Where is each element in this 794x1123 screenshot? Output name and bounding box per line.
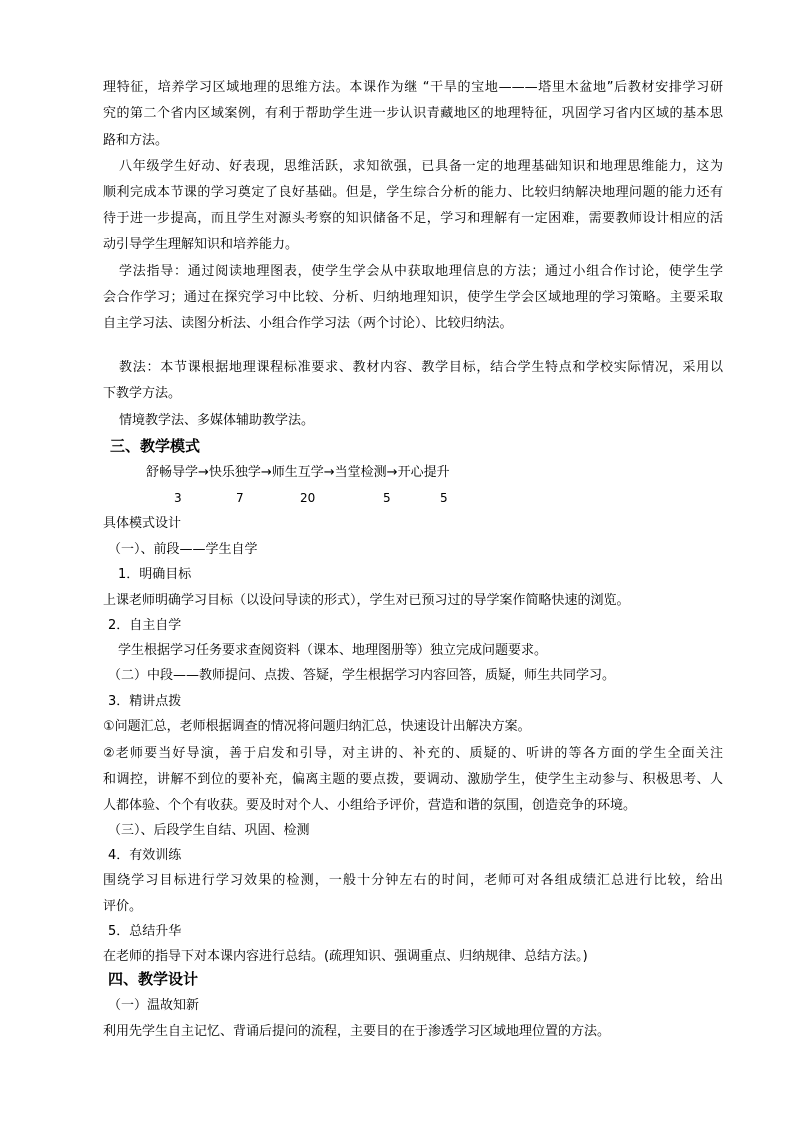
teaching-method-line-2: 下教学方法。 — [103, 386, 182, 401]
study-method-line-3: 自主学习法、读图分析法、小组合作学习法（两个讨论）、比较归纳法。 — [103, 316, 513, 331]
students-line-2: 顺利完成本节课的学习奠定了良好基础。但是，学生综合分析的能力、比较归纳解决地理问题的能力还有 — [103, 185, 723, 200]
item-5-text: 在老师的指导下对本课内容进行总结。(疏理知识、强调重点、归纳规律、总结方法。) — [103, 949, 588, 964]
intro-line-3: 路和方法。 — [103, 133, 169, 148]
section-4-heading: 四、教学设计 — [108, 970, 199, 988]
item-3-title: 3．精讲点拨 — [108, 694, 182, 709]
mode-minutes-3: 20 — [300, 491, 316, 505]
item-4-line-1: 围绕学习目标进行学习效果的检测，一般十分钟左右的时间，老师可对各组成绩汇总进行比较，给出 — [103, 873, 723, 888]
students-line-4: 动引导学生理解知识和培养能力。 — [103, 237, 299, 252]
teaching-method-line-1: 教法：本节课根据地理课程标准要求、教材内容、教学目标，结合学生特点和学校实际情况，采用以 — [119, 360, 723, 375]
item-3-point-1: ①问题汇总，老师根据调查的情况将问题归纳汇总，快速设计出解决方案。 — [103, 719, 531, 734]
item-2-title: 2．自主自学 — [108, 618, 182, 633]
item-3-point-2-line-1: ②老师要当好导演，善于启发和引导，对主讲的、补充的、质疑的、听讲的等各方面的学生全面关注 — [103, 746, 723, 761]
section-3-heading: 三、教学模式 — [110, 437, 201, 455]
item-3-point-2-line-3: 人都体验、个个有收获。要及时对个人、小组给予评价，营造和谐的氛围，创造竞争的环境。 — [103, 798, 637, 813]
students-line-3: 待于进一步提高，而且学生对源头考察的知识储备不足，学习和理解有一定困难，需要教师设计相应的活 — [103, 211, 723, 226]
mode-minutes-1: 3 — [174, 491, 182, 505]
mode-minutes-2: 7 — [236, 491, 244, 505]
item-3-point-2-line-2: 和调控，讲解不到位的要补充，偏离主题的要点拨，要调动、激励学生，使学生主动参与、积极思考、人 — [103, 772, 723, 787]
item-1-text: 上课老师明确学习目标（以设问导读的形式），学生对已预习过的导学案作简略快速的浏览。 — [103, 593, 630, 608]
mode-minutes-4: 5 — [383, 491, 391, 505]
design-title: 具体模式设计 — [103, 516, 182, 531]
study-method-line-1: 学法指导：通过阅读地理图表，使学生学会从中获取地理信息的方法；通过小组合作讨论，使学生学 — [119, 264, 723, 279]
students-line-1: 八年级学生好动、好表现，思维活跃，求知欲强，已具备一定的地理基础知识和地理思维能力，这为 — [119, 159, 723, 174]
section-4-part-1-text: 利用先学生自主记忆、背诵后提问的流程，主要目的在于渗透学习区域地理位置的方法。 — [103, 1024, 611, 1039]
part-2-title: （二）中段——教师提问、点拨、答疑，学生根据学习内容回答，质疑，师生共同学习。 — [108, 668, 616, 683]
part-3-title: （三）、后段学生自结、巩固、检测 — [108, 823, 310, 838]
mode-minutes-5: 5 — [440, 491, 448, 505]
study-method-line-2: 会合作学习；通过在探究学习中比较、分析、归纳地理知识，使学生学会区域地理的学习策略。主要采取 — [103, 290, 723, 305]
item-1-title: 1．明确目标 — [118, 567, 192, 582]
intro-line-2: 究的第二个省内区域案例，有利于帮助学生进一步认识青藏地区的地理特征，巩固学习省内区域的基本思 — [103, 106, 723, 121]
item-4-line-2: 评价。 — [103, 899, 143, 914]
item-5-title: 5．总结升华 — [108, 924, 182, 939]
teaching-method-line-3: 情境教学法、多媒体辅助教学法。 — [119, 413, 315, 428]
intro-line-1: 理特征，培养学习区域地理的思维方法。本课作为继 “干旱的宝地———塔里木盆地”后教材安排学习研 — [103, 80, 723, 95]
item-4-title: 4．有效训练 — [108, 848, 182, 863]
section-4-part-1-title: （一）温故知新 — [108, 998, 200, 1013]
mode-flow: 舒畅导学→快乐独学→师生互学→当堂检测→开心提升 — [146, 465, 450, 480]
item-2-text: 学生根据学习任务要求查阅资料（课本、地理图册等）独立完成问题要求。 — [118, 643, 548, 658]
part-1-title: （一）、前段——学生自学 — [108, 542, 258, 557]
